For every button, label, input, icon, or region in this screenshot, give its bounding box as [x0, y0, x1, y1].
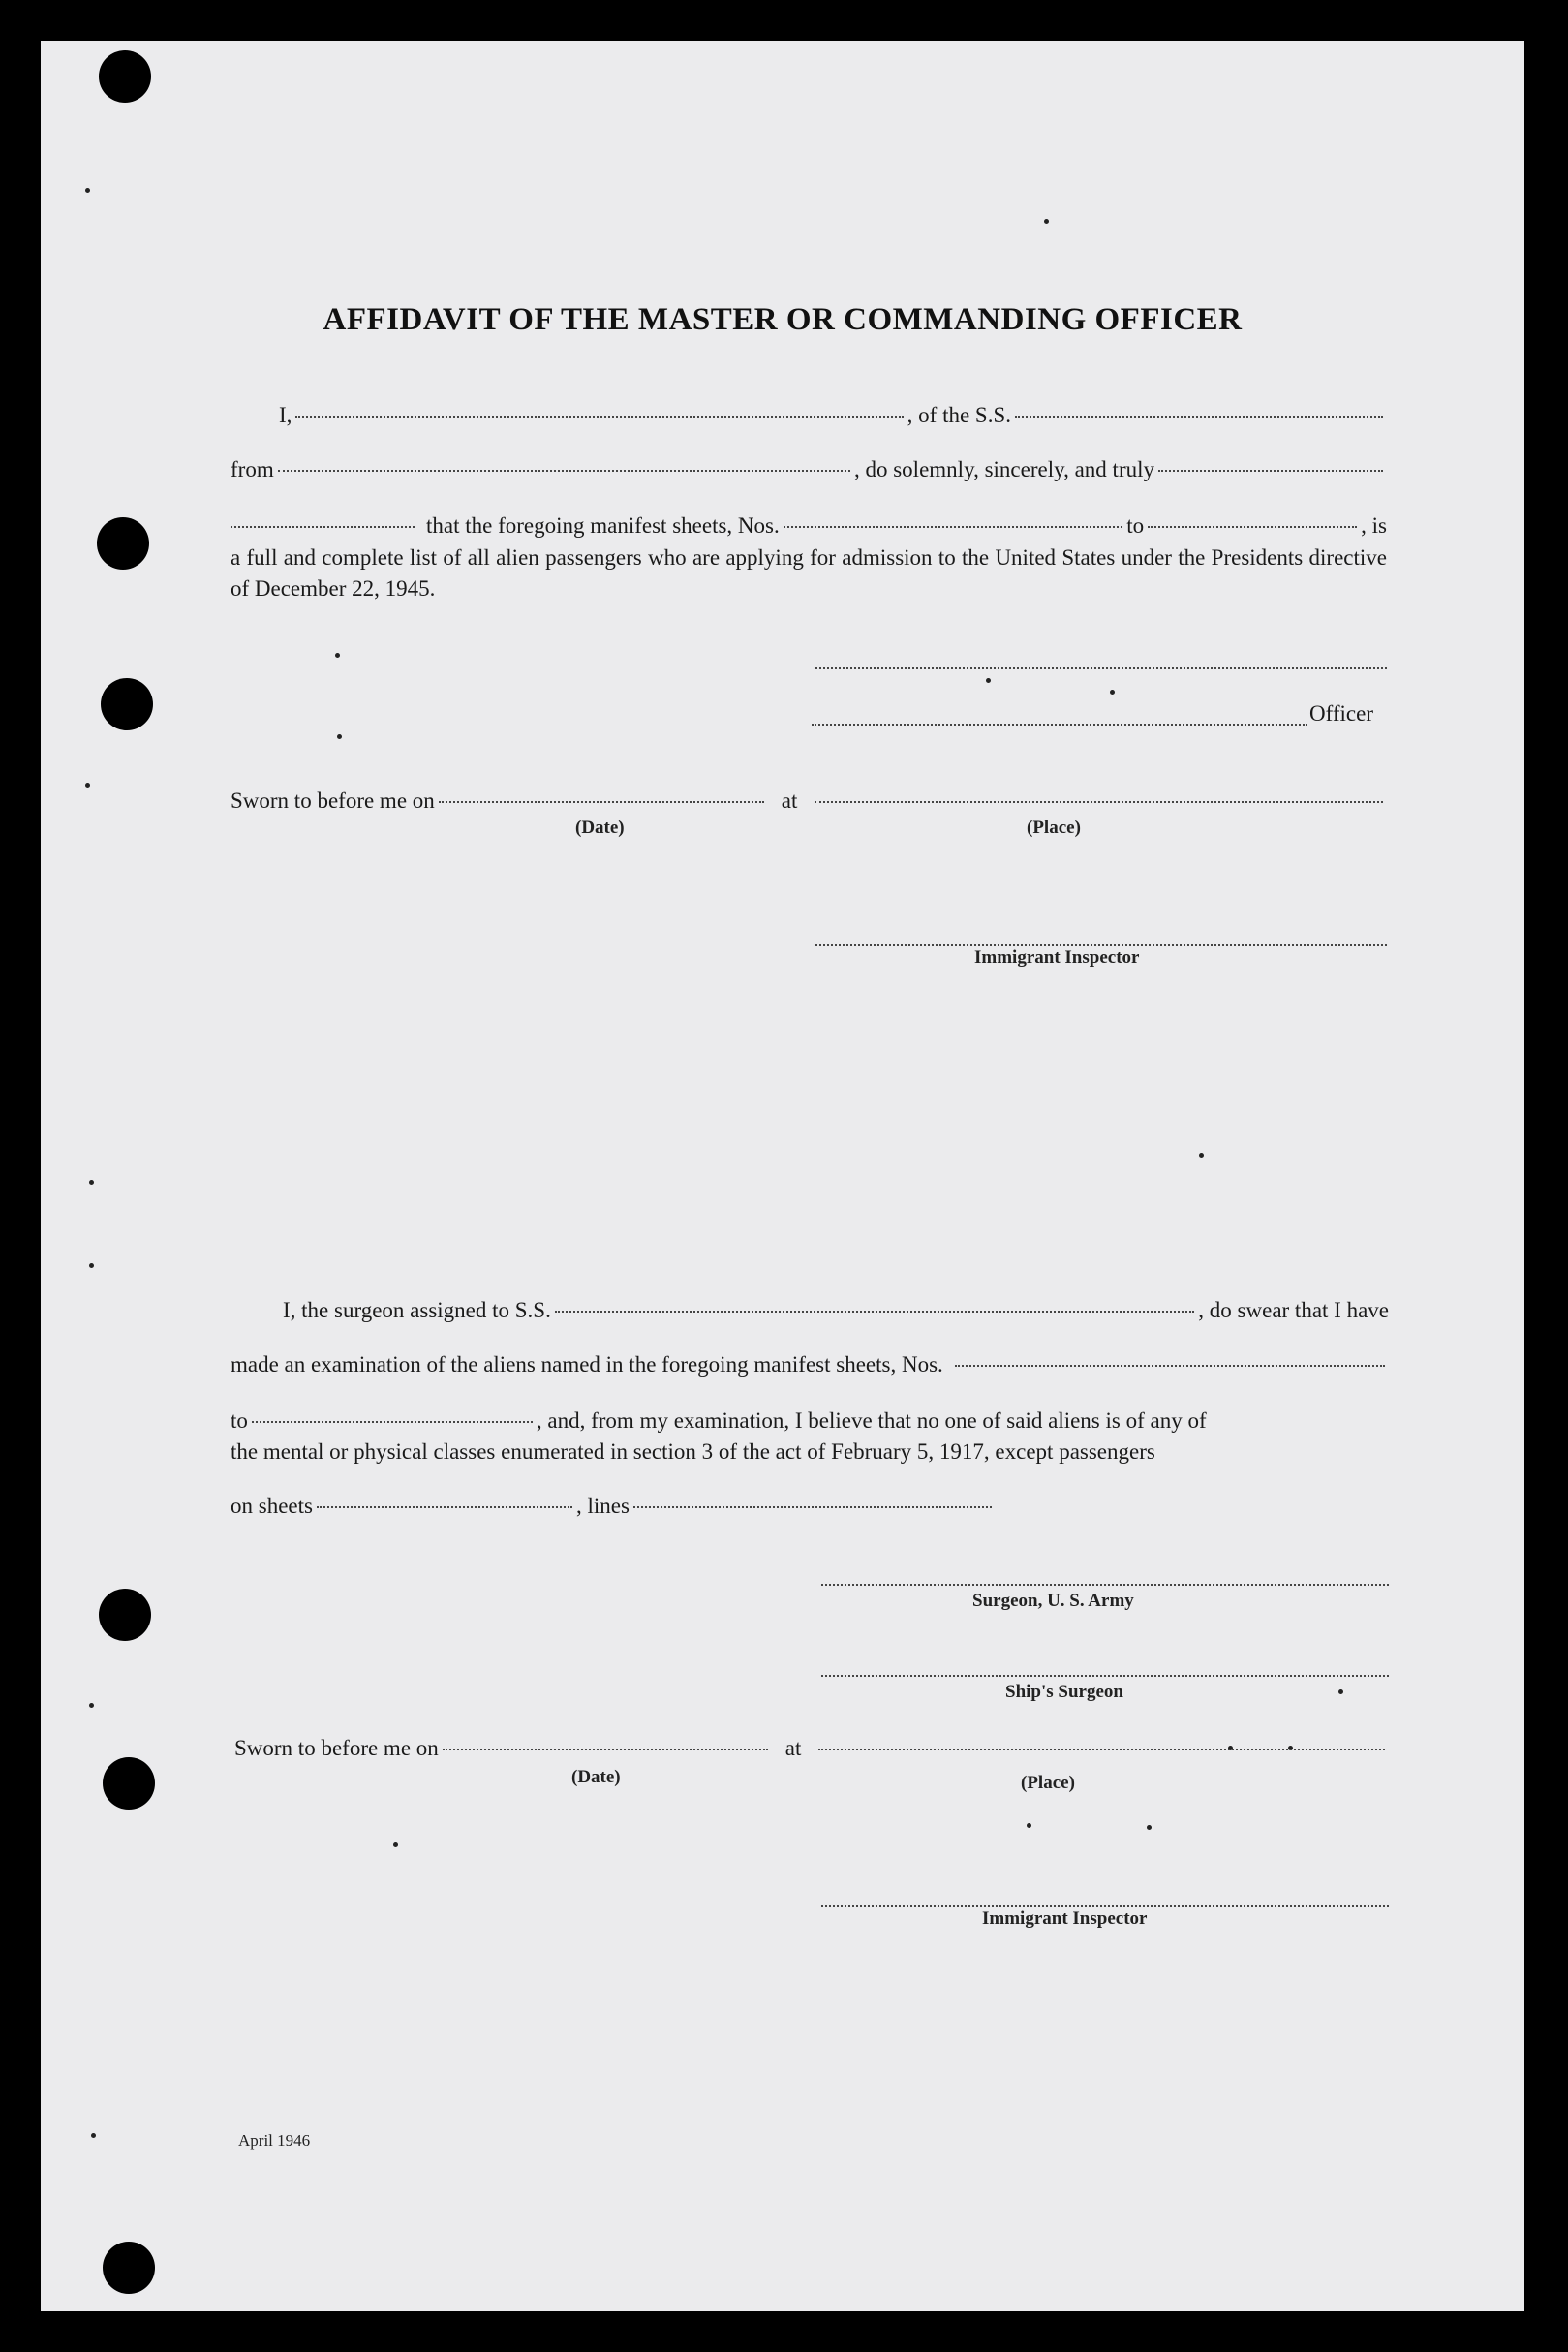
master-sheet-to-field[interactable]: [1148, 525, 1357, 528]
speck: [1027, 1823, 1031, 1828]
master-name-field[interactable]: [295, 415, 903, 418]
surgeon-sheet-from-field[interactable]: [955, 1364, 1385, 1367]
master-sheets-label: that the foregoing manifest sheets, Nos.: [426, 513, 780, 538]
ship-surgeon-signature-line[interactable]: [821, 1674, 1389, 1677]
punch-hole: [97, 517, 149, 570]
surgeon-sheets-label: on sheets: [231, 1494, 313, 1518]
surgeon-to-label: to: [231, 1408, 248, 1433]
speck: [1110, 690, 1115, 695]
master-line-3: [231, 511, 1387, 541]
army-surgeon-signature-line[interactable]: [821, 1583, 1389, 1586]
surgeon-line-3: [231, 1407, 1389, 1436]
surgeon-lines-field[interactable]: [633, 1505, 992, 1508]
surgeon-sheets-field[interactable]: [317, 1505, 572, 1508]
punch-hole: [101, 678, 153, 730]
surgeon-belief-label: , and, from my examination, I believe that no one of said aliens is of any of: [536, 1408, 1207, 1433]
master-from-label: from: [231, 457, 274, 481]
speck: [335, 653, 340, 658]
master-swear-field[interactable]: [1158, 469, 1383, 472]
surgeon-ship-field[interactable]: [555, 1310, 1194, 1313]
ship-surgeon-caption: Ship's Surgeon: [1005, 1682, 1123, 1702]
speck: [85, 188, 90, 193]
master-solemnly-label: , do solemnly, sincerely, and truly: [853, 457, 1154, 481]
master-inspector-caption: Immigrant Inspector: [974, 947, 1140, 968]
surgeon-lines-label: , lines: [575, 1494, 630, 1518]
surgeon-sworn-label: Sworn to before me on: [234, 1736, 439, 1760]
surgeon-inspector-line[interactable]: [821, 1904, 1389, 1907]
punch-hole: [103, 1757, 155, 1810]
master-line-2: [231, 455, 1387, 484]
page-title: AFFIDAVIT OF THE MASTER OR COMMANDING OFFICER: [323, 302, 1243, 337]
master-ship-field[interactable]: [1015, 415, 1383, 418]
master-date-caption: (Date): [575, 818, 625, 838]
officer-name-line[interactable]: [812, 723, 1307, 726]
speck: [1338, 1689, 1343, 1694]
master-inspector-line[interactable]: [815, 944, 1387, 946]
surgeon-at-label: at: [784, 1736, 802, 1760]
master-ss-label: , of the S.S.: [907, 403, 1011, 427]
master-sworn-label: Sworn to before me on: [231, 789, 435, 813]
speck: [89, 1263, 94, 1268]
surgeon-inspector-caption: Immigrant Inspector: [982, 1908, 1148, 1929]
speck: [1044, 219, 1049, 224]
master-from-field[interactable]: [278, 469, 850, 472]
speck: [91, 2133, 96, 2138]
master-sworn-date-field[interactable]: [439, 800, 764, 803]
punch-hole: [99, 50, 151, 103]
document-page: [41, 41, 1524, 2311]
speck: [1199, 1153, 1204, 1158]
speck: [986, 678, 991, 683]
speck: [337, 734, 342, 739]
speck: [89, 1703, 94, 1708]
surgeon-classes-label: the mental or physical classes enumerated in section 3 of the act of February 5, 1917, except passengers: [231, 1439, 1155, 1464]
surgeon-assigned-label: I, the surgeon assigned to S.S.: [283, 1298, 551, 1322]
master-at-label: at: [781, 789, 798, 813]
surgeon-date-caption: (Date): [571, 1767, 621, 1787]
master-place-caption: (Place): [1027, 818, 1081, 838]
surgeon-swear-label: , do swear that I have: [1198, 1298, 1389, 1322]
surgeon-sworn-place-field[interactable]: [818, 1748, 1385, 1750]
surgeon-sheet-to-field[interactable]: [252, 1420, 533, 1423]
surgeon-line-1: [283, 1296, 1389, 1325]
speck: [393, 1842, 398, 1847]
surgeon-examination-label: made an examination of the aliens named in the foregoing manifest sheets, Nos.: [231, 1352, 943, 1377]
master-i-label: I,: [279, 403, 292, 427]
master-is-label: , is: [1361, 513, 1387, 538]
speck: [1147, 1825, 1152, 1830]
speck: [85, 783, 90, 788]
punch-hole: [103, 2242, 155, 2294]
surgeon-line-4: [231, 1438, 1389, 1467]
army-surgeon-caption: Surgeon, U. S. Army: [972, 1591, 1134, 1611]
officer-signature-line[interactable]: [815, 666, 1387, 669]
master-sworn-place-field[interactable]: [815, 800, 1383, 803]
officer-label: Officer: [1309, 701, 1373, 726]
surgeon-line-2: [231, 1350, 1389, 1379]
surgeon-place-caption: (Place): [1021, 1773, 1075, 1793]
master-sheet-from-field[interactable]: [784, 525, 1123, 528]
surgeon-sworn-line: [234, 1734, 1389, 1763]
master-oath-field[interactable]: [231, 525, 415, 528]
punch-hole: [99, 1589, 151, 1641]
surgeon-sworn-date-field[interactable]: [443, 1748, 768, 1750]
form-date-footer: April 1946: [238, 2131, 311, 2150]
surgeon-line-5: [231, 1492, 996, 1521]
master-line-1: [279, 401, 1387, 430]
master-sworn-line: [231, 787, 1387, 816]
master-statement: a full and complete list of all alien passengers who are applying for admission to the United States under the Presidents directive of December 22, 1945.: [231, 545, 1387, 601]
speck: [89, 1180, 94, 1185]
master-to-label: to: [1126, 513, 1145, 538]
